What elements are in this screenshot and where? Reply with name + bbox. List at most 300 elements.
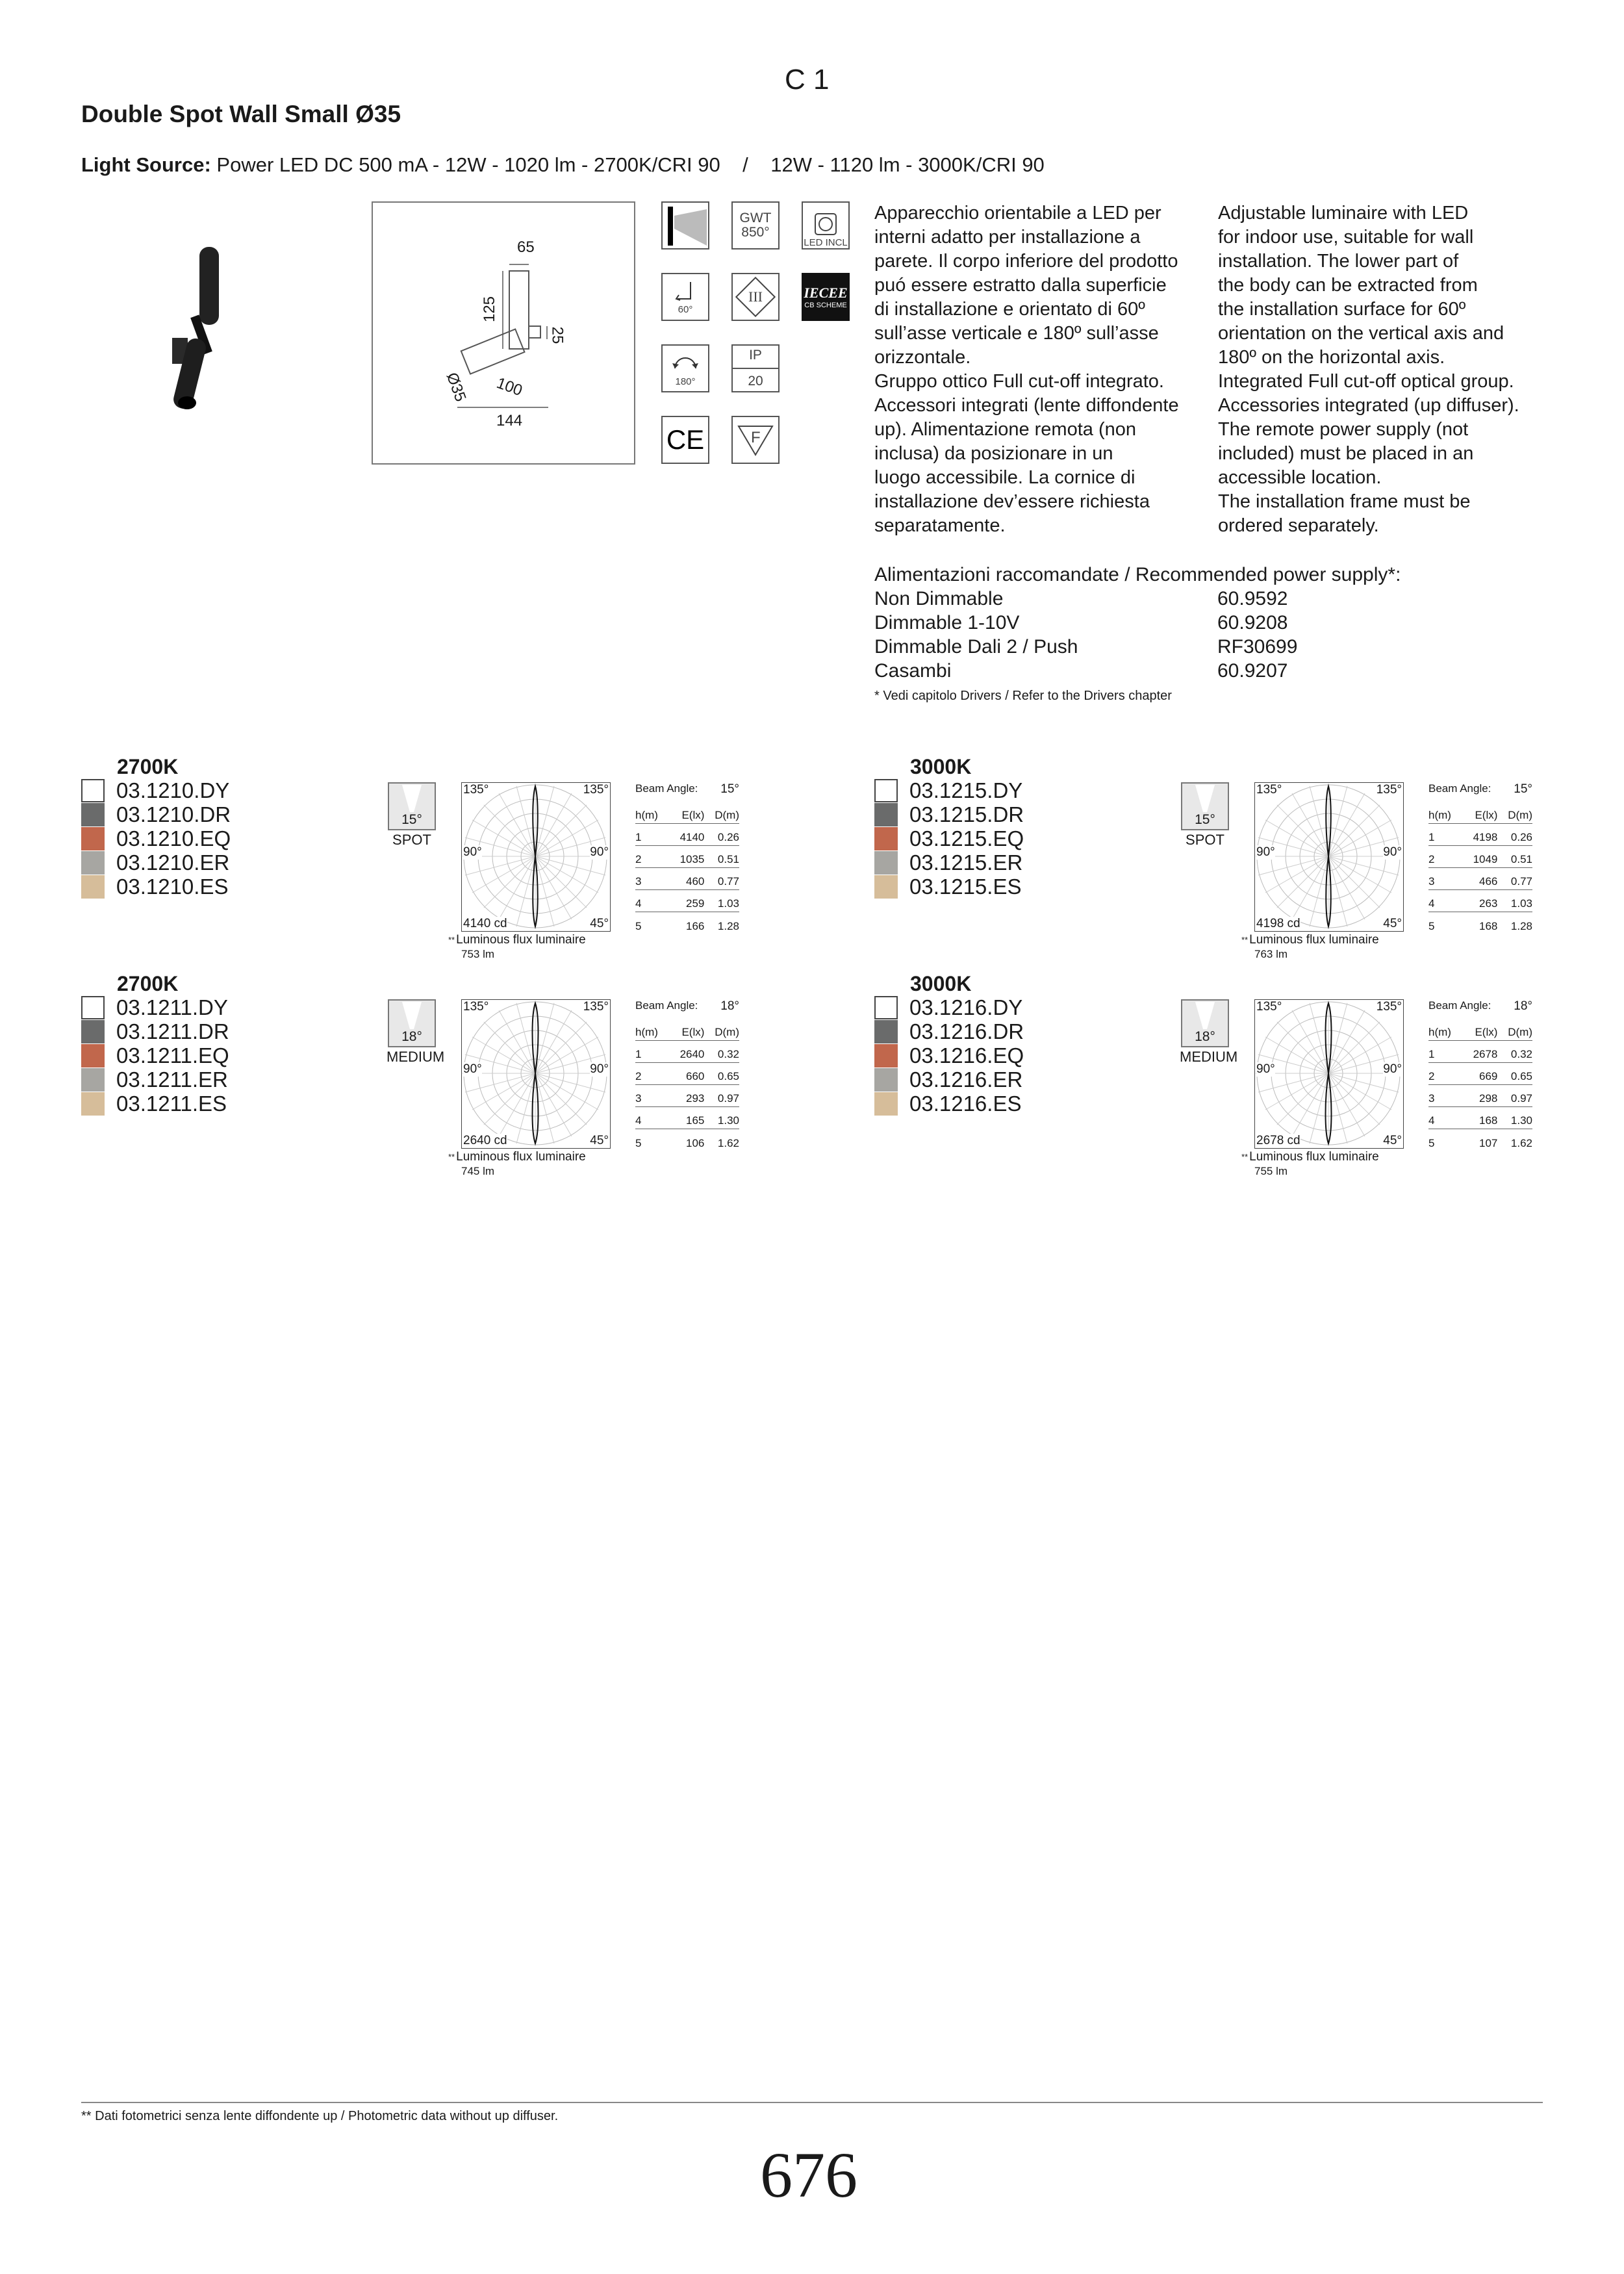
table-header-cell: E(lx) <box>1475 1026 1498 1038</box>
table-cell: 5 <box>1428 920 1435 932</box>
table-header-row <box>1428 1019 1532 1041</box>
table-cell: 3 <box>635 875 642 888</box>
table-header-cell: D(m) <box>1508 1026 1532 1038</box>
polar-diagram <box>1254 999 1404 1149</box>
dim-35: Ø35 <box>442 370 470 404</box>
table-cell: 106 <box>686 1137 705 1149</box>
polar-angle-label: 135° <box>463 1000 489 1014</box>
code-row <box>874 1043 1134 1067</box>
table-cell: 166 <box>686 920 705 932</box>
beam-icon <box>1180 999 1238 1066</box>
color-swatch <box>81 1044 105 1067</box>
flux-label <box>1241 933 1379 947</box>
code-row <box>874 826 1134 850</box>
table-header-cell: D(m) <box>715 809 739 821</box>
power-name: Dimmable 1-10V <box>874 612 1020 633</box>
f-mark-icon <box>731 416 780 464</box>
flux-label <box>1241 1150 1379 1164</box>
flux-label-text: Luminous flux luminaire <box>1249 933 1379 947</box>
ip-label: IP <box>749 348 762 363</box>
table-cell: 5 <box>1428 1137 1435 1149</box>
table-header-row <box>635 1019 739 1041</box>
beam-angle-header <box>635 999 739 1019</box>
power-name: Dimmable Dali 2 / Push <box>874 636 1078 658</box>
table-row <box>635 1085 739 1107</box>
table-row <box>635 846 739 868</box>
beam-cone-icon <box>388 999 436 1047</box>
table-row <box>635 912 739 934</box>
table-cell: 0.51 <box>1510 853 1532 865</box>
product-code: 03.1210.ES <box>116 874 229 899</box>
table-header-row <box>635 802 739 824</box>
table-row <box>1428 824 1532 846</box>
photometric-table <box>1428 782 1532 934</box>
product-code: 03.1211.EQ <box>116 1043 229 1067</box>
table-row <box>1428 1041 1532 1063</box>
variant-codes <box>81 972 341 1116</box>
product-code: 03.1215.ER <box>909 850 1023 875</box>
table-cell: 0.97 <box>1510 1092 1532 1105</box>
rotate-icon <box>661 344 709 392</box>
color-swatch <box>81 996 105 1019</box>
product-code: 03.1211.ER <box>116 1067 228 1092</box>
product-code: 03.1216.ER <box>909 1067 1023 1092</box>
beam-type: SPOT <box>392 832 431 848</box>
description-line: for indoor use, suitable for wall <box>1218 227 1474 248</box>
table-row <box>635 1063 739 1085</box>
table-cell: 5 <box>635 1137 642 1149</box>
power-code: 60.9208 <box>1217 612 1288 633</box>
table-cell: 1.62 <box>1510 1137 1532 1149</box>
tilt-icon <box>661 273 709 321</box>
table-cell: 0.77 <box>1510 875 1532 888</box>
description-line: luogo accessibile. La cornice di <box>874 467 1136 488</box>
beam-angle-label: Beam Angle: <box>1428 782 1491 795</box>
description-line: Apparecchio orientabile a LED per <box>874 203 1161 224</box>
variant-codes <box>874 755 1134 899</box>
description-line: Accessori integrati (lente diffondente <box>874 395 1179 416</box>
flux-label-text: Luminous flux luminaire <box>456 1150 586 1164</box>
description-line: orientation on the vertical axis and <box>1218 323 1504 344</box>
table-header-cell: h(m) <box>635 809 658 821</box>
color-swatch <box>874 1092 898 1116</box>
polar-angle-label: 135° <box>463 783 489 797</box>
beam-cone-icon <box>388 782 436 830</box>
table-header-cell: h(m) <box>635 1026 658 1038</box>
beam-icon <box>387 782 437 849</box>
peak-intensity: 4198 cd <box>1256 917 1300 930</box>
table-cell: 0.65 <box>717 1070 739 1082</box>
flux-footnote-mark: ** <box>448 935 455 945</box>
description-it <box>874 201 1225 538</box>
code-row <box>874 1092 1134 1116</box>
color-swatch <box>874 996 898 1019</box>
beam-angle-header <box>1428 999 1532 1019</box>
table-row <box>1428 1129 1532 1151</box>
f-mark-label: F <box>751 429 761 446</box>
polar-angle-label: 90° <box>1383 845 1402 859</box>
dim-25: 25 <box>548 326 566 344</box>
table-cell: 107 <box>1479 1137 1498 1149</box>
peak-intensity: 2640 cd <box>463 1134 507 1147</box>
description-line: the body can be extracted from <box>1218 275 1478 296</box>
dim-100: 100 <box>494 374 525 400</box>
table-header-cell: D(m) <box>1508 809 1532 821</box>
description-line: ordered separately. <box>1218 515 1379 536</box>
iecee-label: IECEE <box>804 285 848 301</box>
table-cell: 0.97 <box>717 1092 739 1105</box>
rotate-label: 180° <box>675 376 696 387</box>
table-cell: 0.77 <box>717 875 739 888</box>
table-cell: 0.32 <box>1510 1048 1532 1060</box>
code-row <box>81 1043 341 1067</box>
luminous-flux <box>1241 933 1379 962</box>
table-cell: 660 <box>686 1070 705 1082</box>
power-name: Non Dimmable <box>874 588 1004 609</box>
color-swatch <box>874 827 898 850</box>
polar-angle-label: 90° <box>463 845 482 859</box>
table-cell: 1.03 <box>717 897 739 910</box>
description-line: inclusa) da posizionare in un <box>874 443 1113 464</box>
iecee-icon <box>802 273 850 321</box>
table-cell: 4198 <box>1473 831 1498 843</box>
product-title: Double Spot Wall Small Ø35 <box>81 101 401 127</box>
code-row <box>81 875 341 899</box>
table-header-cell: h(m) <box>1428 809 1451 821</box>
polar-angle-label: 45° <box>1383 1134 1402 1147</box>
product-code: 03.1216.DY <box>909 995 1023 1019</box>
footer-note: ** Dati fotometrici senza lente diffondente up / Photometric data without up diffuser. <box>81 2109 559 2123</box>
product-code: 03.1210.DR <box>116 802 231 826</box>
color-temperature: 2700K <box>117 755 179 778</box>
code-row <box>81 1019 341 1043</box>
polar-angle-label: 135° <box>1376 1000 1402 1014</box>
color-swatch <box>874 851 898 875</box>
description-line: installazione dev’essere richiesta <box>874 491 1150 512</box>
power-supply <box>874 563 1401 683</box>
tilt-label: 60° <box>678 303 693 315</box>
description-line: Gruppo ottico Full cut-off integrato. <box>874 371 1164 392</box>
table-cell: 165 <box>686 1114 705 1127</box>
class-iii-icon <box>731 273 780 321</box>
gwt-icon: GWT 850° <box>731 201 780 249</box>
description-line: Adjustable luminaire with LED <box>1218 203 1469 224</box>
color-swatch <box>81 851 105 875</box>
table-cell: 669 <box>1479 1070 1498 1082</box>
table-cell: 1.28 <box>1510 920 1532 932</box>
beam-angle: 15° <box>720 782 739 796</box>
product-code: 03.1210.ER <box>116 850 230 875</box>
beam-angle-value: 15° <box>1195 812 1215 827</box>
product-code: 03.1215.ES <box>909 874 1022 899</box>
color-swatch <box>874 1068 898 1092</box>
power-code: 60.9207 <box>1217 660 1288 682</box>
dim-144: 144 <box>496 412 523 429</box>
code-row <box>81 995 341 1019</box>
iecee-sub: CB SCHEME <box>804 301 847 309</box>
luminous-flux <box>1241 1150 1379 1179</box>
table-row <box>635 1041 739 1063</box>
footer-divider <box>81 2102 1543 2103</box>
table-cell: 1.30 <box>1510 1114 1532 1127</box>
color-swatch <box>81 827 105 850</box>
variant-codes <box>874 972 1134 1116</box>
page-number: 676 <box>760 2139 857 2211</box>
table-cell: 2640 <box>679 1048 705 1060</box>
beam-angle: 15° <box>1514 782 1532 796</box>
table-cell: 1 <box>1428 831 1435 843</box>
code-row <box>81 850 341 875</box>
polar-angle-label: 135° <box>583 783 609 797</box>
description-line: interni adatto per installazione a <box>874 227 1141 248</box>
code-row <box>81 1092 341 1116</box>
polar-angle-label: 90° <box>1383 1062 1402 1076</box>
product-code: 03.1215.DY <box>909 778 1023 802</box>
flux-label <box>448 1150 586 1164</box>
beam-icon <box>1180 782 1230 849</box>
code-row <box>81 826 341 850</box>
table-row <box>635 890 739 912</box>
beam-angle: 18° <box>720 999 739 1013</box>
class-iii-label: III <box>748 288 763 305</box>
description-line: sull’asse verticale e 180º sull’asse <box>874 323 1159 344</box>
table-row <box>635 1107 739 1129</box>
table-row <box>1428 912 1532 934</box>
photometric-table <box>635 999 739 1151</box>
description-line: separatamente. <box>874 515 1006 536</box>
description-line: the installation surface for 60º <box>1218 299 1466 320</box>
beam-angle-header <box>1428 782 1532 802</box>
light-source <box>81 153 1045 177</box>
luminous-flux <box>448 933 586 962</box>
beam-angle-value: 18° <box>1195 1029 1215 1044</box>
photometric-table <box>635 782 739 934</box>
color-swatch <box>81 803 105 826</box>
polar-angle-label: 90° <box>463 1062 482 1076</box>
table-row <box>635 824 739 846</box>
flux-footnote-mark: ** <box>448 1152 455 1162</box>
table-row <box>1428 1063 1532 1085</box>
table-cell: 1.62 <box>717 1137 739 1149</box>
table-cell: 293 <box>686 1092 705 1105</box>
table-cell: 259 <box>686 897 705 910</box>
product-code: 03.1210.DY <box>116 778 230 802</box>
table-cell: 4 <box>1428 1114 1435 1127</box>
description-line: The installation frame must be <box>1218 491 1471 512</box>
code-row <box>81 1067 341 1092</box>
polar-angle-label: 135° <box>583 1000 609 1014</box>
table-cell: 3 <box>1428 1092 1435 1105</box>
color-swatch <box>81 1020 105 1043</box>
product-code: 03.1215.DR <box>909 802 1024 826</box>
table-header-row <box>1428 802 1532 824</box>
power-row <box>874 587 1401 611</box>
luminous-flux <box>448 1150 586 1179</box>
beam-angle-value: 15° <box>401 812 422 827</box>
power-name: Casambi <box>874 660 952 682</box>
color-swatch <box>874 1044 898 1067</box>
beam-angle-label: Beam Angle: <box>1428 999 1491 1012</box>
polar-angle-label: 45° <box>1383 917 1402 930</box>
table-cell: 1.03 <box>1510 897 1532 910</box>
table-cell: 1049 <box>1473 853 1498 865</box>
description-en <box>1218 201 1569 538</box>
table-cell: 0.32 <box>717 1048 739 1060</box>
table-cell: 4 <box>635 897 642 910</box>
peak-intensity: 4140 cd <box>463 917 507 930</box>
table-header-cell: E(lx) <box>681 809 705 821</box>
table-cell: 0.26 <box>717 831 739 843</box>
flux-value: 745 lm <box>461 1165 495 1177</box>
polar-angle-label: 45° <box>590 917 609 930</box>
drivers-note: * Vedi capitolo Drivers / Refer to the Drivers chapter <box>874 689 1172 703</box>
color-temperature: 3000K <box>910 972 972 995</box>
table-row <box>1428 1085 1532 1107</box>
color-swatch <box>874 875 898 899</box>
flux-label-text: Luminous flux luminaire <box>456 933 586 947</box>
description-line: puó essere estratto dalla superficie <box>874 275 1167 296</box>
dim-65: 65 <box>517 238 535 256</box>
flux-value: 753 lm <box>461 948 495 960</box>
polar-angle-label: 90° <box>1256 845 1275 859</box>
light-source-label: Light Source: <box>81 153 211 176</box>
polar-angle-label: 90° <box>590 1062 609 1076</box>
flux-footnote-mark: ** <box>1241 1152 1249 1162</box>
power-code: RF30699 <box>1217 636 1298 658</box>
description-line: 180º on the horizontal axis. <box>1218 347 1445 368</box>
table-header-cell: E(lx) <box>1475 809 1498 821</box>
table-cell: 2 <box>1428 1070 1435 1082</box>
table-cell: 460 <box>686 875 705 888</box>
section-code: C 1 <box>785 64 830 96</box>
led-incl-icon <box>802 201 850 249</box>
product-code: 03.1216.ES <box>909 1091 1022 1116</box>
table-cell: 3 <box>1428 875 1435 888</box>
color-swatch <box>874 803 898 826</box>
flux-label <box>448 933 586 947</box>
product-code: 03.1215.EQ <box>909 826 1024 850</box>
code-row <box>81 778 341 802</box>
beam-type: MEDIUM <box>387 1049 445 1065</box>
table-cell: 2678 <box>1473 1048 1498 1060</box>
code-row <box>81 802 341 826</box>
power-row <box>874 659 1401 683</box>
led-incl-label: LED INCL <box>804 237 848 248</box>
product-code: 03.1211.ES <box>116 1091 227 1116</box>
polar-angle-label: 45° <box>590 1134 609 1147</box>
table-row <box>1428 868 1532 890</box>
polar-grid <box>462 783 609 930</box>
description-line: up). Alimentazione remota (non <box>874 419 1136 440</box>
polar-grid <box>462 1000 609 1147</box>
color-swatch <box>874 1020 898 1043</box>
table-cell: 2 <box>1428 853 1435 865</box>
flux-label-text: Luminous flux luminaire <box>1249 1150 1379 1164</box>
table-header-cell: E(lx) <box>681 1026 705 1038</box>
polar-angle-label: 135° <box>1256 1000 1282 1014</box>
beam-cone-icon <box>1181 782 1229 830</box>
peak-intensity: 2678 cd <box>1256 1134 1300 1147</box>
flux-footnote-mark: ** <box>1241 935 1249 945</box>
description-line: installation. The lower part of <box>1218 251 1459 272</box>
ce-mark-icon: CE <box>661 416 709 464</box>
code-row <box>874 995 1134 1019</box>
table-cell: 1 <box>635 831 642 843</box>
table-row <box>1428 846 1532 868</box>
polar-diagram <box>461 999 611 1149</box>
beam-angle-header <box>635 782 739 802</box>
polar-grid <box>1255 1000 1402 1147</box>
table-cell: 1 <box>635 1048 642 1060</box>
beam-cone-icon <box>1181 999 1229 1047</box>
table-row <box>1428 890 1532 912</box>
wall-mount-icon <box>661 201 709 249</box>
table-cell: 5 <box>635 920 642 932</box>
product-code: 03.1210.EQ <box>116 826 231 850</box>
description-line: parete. Il corpo inferiore del prodotto <box>874 251 1178 272</box>
table-row <box>635 1129 739 1151</box>
beam-angle-label: Beam Angle: <box>635 999 698 1012</box>
light-source-text: Power LED DC 500 mA - 12W - 1020 lm - 2700K/CRI 90 / 12W - 1120 lm - 3000K/CRI 90 <box>216 153 1045 176</box>
table-cell: 298 <box>1479 1092 1498 1105</box>
color-swatch <box>81 875 105 899</box>
beam-type: SPOT <box>1186 832 1224 848</box>
beam-icon <box>387 999 445 1066</box>
ip-value: 20 <box>748 373 763 389</box>
table-cell: 1.28 <box>717 920 739 932</box>
polar-angle-label: 135° <box>1376 783 1402 797</box>
table-cell: 1 <box>1428 1048 1435 1060</box>
table-cell: 263 <box>1479 897 1498 910</box>
table-cell: 1035 <box>679 853 705 865</box>
table-header-cell: D(m) <box>715 1026 739 1038</box>
dimension-drawing <box>372 201 635 465</box>
table-row <box>635 868 739 890</box>
table-cell: 466 <box>1479 875 1498 888</box>
table-cell: 0.26 <box>1510 831 1532 843</box>
description-line: Accessories integrated (up diffuser). <box>1218 395 1519 416</box>
polar-angle-label: 135° <box>1256 783 1282 797</box>
table-cell: 168 <box>1479 920 1498 932</box>
code-row <box>874 875 1134 899</box>
beam-angle: 18° <box>1514 999 1532 1013</box>
flux-value: 755 lm <box>1254 1165 1288 1177</box>
product-code: 03.1216.EQ <box>909 1043 1024 1067</box>
polar-angle-label: 90° <box>590 845 609 859</box>
ip-rating-icon <box>731 344 780 392</box>
polar-angle-label: 90° <box>1256 1062 1275 1076</box>
flux-value: 763 lm <box>1254 948 1288 960</box>
description-line: di installazione e orientato di 60º <box>874 299 1145 320</box>
dim-125: 125 <box>481 296 499 323</box>
color-swatch <box>81 1068 105 1092</box>
description-line: The remote power supply (not <box>1218 419 1469 440</box>
product-image <box>159 240 231 416</box>
table-row <box>1428 1107 1532 1129</box>
product-code: 03.1211.DR <box>116 1019 229 1043</box>
color-swatch <box>81 1092 105 1116</box>
polar-diagram <box>461 782 611 932</box>
table-cell: 4 <box>635 1114 642 1127</box>
photometric-table <box>1428 999 1532 1151</box>
color-temperature: 3000K <box>910 755 972 778</box>
polar-diagram <box>1254 782 1404 932</box>
table-cell: 1.30 <box>717 1114 739 1127</box>
table-cell: 2 <box>635 1070 642 1082</box>
code-row <box>874 1067 1134 1092</box>
color-temperature: 2700K <box>117 972 179 995</box>
beam-angle-label: Beam Angle: <box>635 782 698 795</box>
